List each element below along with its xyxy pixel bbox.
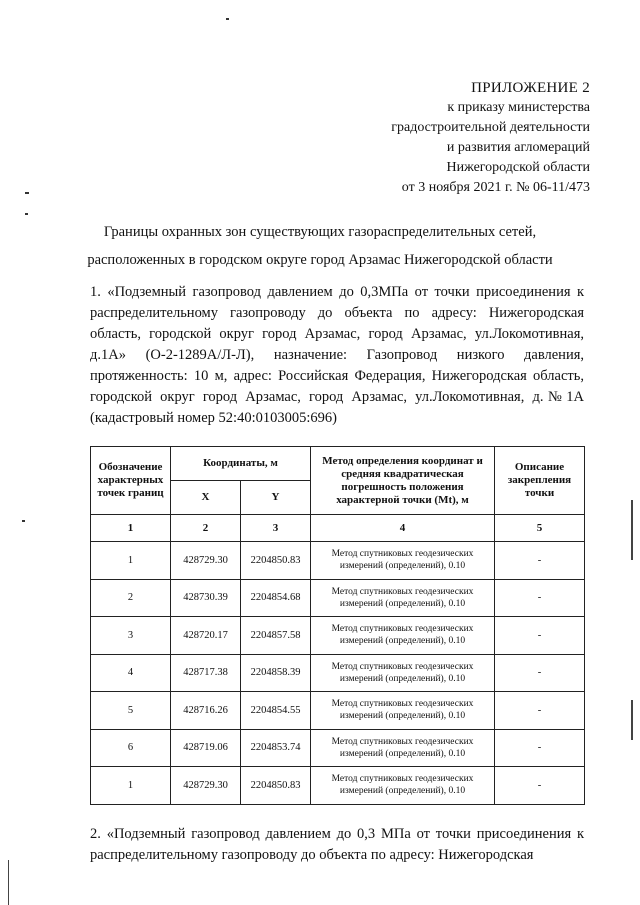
coordinates-table (90, 446, 585, 805)
column-number: 1 (91, 515, 171, 542)
cell-y: 2204854.68 (241, 579, 311, 617)
cell-y: 2204853.74 (241, 729, 311, 767)
cell-method: Метод спутниковых геодезических измерений (определений), 0.10 (311, 654, 495, 692)
column-number: 4 (311, 515, 495, 542)
table-row (91, 729, 585, 767)
table-row (91, 617, 585, 655)
cell-point: 5 (91, 692, 171, 730)
cell-x: 428716.26 (171, 692, 241, 730)
column-number: 5 (495, 515, 585, 542)
cell-point: 3 (91, 617, 171, 655)
cell-y: 2204854.55 (241, 692, 311, 730)
cell-description: - (495, 729, 585, 767)
column-number: 3 (241, 515, 311, 542)
cell-point: 6 (91, 729, 171, 767)
cell-y: 2204850.83 (241, 767, 311, 805)
title-line: расположенных в городском округе город Арзамас Нижегородской области (87, 252, 553, 268)
column-number: 2 (171, 515, 241, 542)
table-row (91, 767, 585, 805)
header-method: Метод определения координат и средняя квадратическая погрешность положения характерной точки (Mt), м (311, 447, 495, 515)
scan-speck (25, 213, 28, 215)
table-row (91, 654, 585, 692)
cell-point: 2 (91, 579, 171, 617)
scan-edge-line (631, 700, 633, 740)
cell-y: 2204858.39 (241, 654, 311, 692)
cell-point: 1 (91, 542, 171, 580)
cell-description: - (495, 692, 585, 730)
header-x: X (171, 481, 241, 515)
table-row (91, 542, 585, 580)
paragraph-1: 1. «Подземный газопровод давлением до 0,3МПа от точки присоединения к распределительному газопроводу до объекта по адресу: Нижегородская область, городской округ город Арзамас, город Арзамас, ул.Локомотивная, д.1А» (О-2-1289А/Л-Л), назначение: Газопровод низкого давления, протяженность: 10 м, адрес: Российская Федерация, Нижегородская область, городской округ город Арзамас, город Арзамас, ул.Локомотивная, д.№1А (кадастровый номер 52:40:0103005:696) (90, 284, 584, 426)
cell-description: - (495, 654, 585, 692)
appendix-block (391, 78, 590, 198)
cell-x: 428729.30 (171, 767, 241, 805)
appendix-line: Нижегородской области (446, 160, 590, 175)
header-point: Обозначение характерных точек границ (91, 447, 171, 515)
appendix-line: и развития агломераций (446, 140, 590, 155)
scan-speck (25, 192, 29, 194)
cell-description: - (495, 542, 585, 580)
header-y: Y (241, 481, 311, 515)
cell-description: - (495, 579, 585, 617)
cell-method: Метод спутниковых геодезических измерений (определений), 0.10 (311, 542, 495, 580)
cell-x: 428720.17 (171, 617, 241, 655)
cell-description: - (495, 767, 585, 805)
cell-method: Метод спутниковых геодезических измерений (определений), 0.10 (311, 579, 495, 617)
appendix-line: градостроительной деятельности (391, 120, 590, 135)
header-description: Описание закрепления точки (495, 447, 585, 515)
cell-x: 428729.30 (171, 542, 241, 580)
table-row (91, 692, 585, 730)
cell-x: 428719.06 (171, 729, 241, 767)
header-coords: Координаты, м (171, 447, 311, 481)
scan-speck (22, 520, 25, 522)
cell-method: Метод спутниковых геодезических измерений (определений), 0.10 (311, 729, 495, 767)
paragraph-2: 2. «Подземный газопровод давлением до 0,3 МПа от точки присоединения к распределительному газопроводу до объекта по адресу: Нижегородская (90, 826, 584, 863)
cell-description: - (495, 617, 585, 655)
scan-speck (226, 18, 229, 20)
cell-y: 2204857.58 (241, 617, 311, 655)
scan-edge-line (631, 500, 633, 560)
cell-point: 4 (91, 654, 171, 692)
appendix-line: к приказу министерства (447, 100, 590, 115)
cell-method: Метод спутниковых геодезических измерений (определений), 0.10 (311, 617, 495, 655)
cell-method: Метод спутниковых геодезических измерений (определений), 0.10 (311, 692, 495, 730)
cell-y: 2204850.83 (241, 542, 311, 580)
title-line: Границы охранных зон существующих газораспределительных сетей, (103, 224, 537, 240)
cell-point: 1 (91, 767, 171, 805)
scan-edge-line (8, 860, 9, 905)
table-row (91, 579, 585, 617)
appendix-heading: ПРИЛОЖЕНИЕ 2 (471, 80, 590, 96)
cell-method: Метод спутниковых геодезических измерений (определений), 0.10 (311, 767, 495, 805)
document-title (0, 218, 640, 274)
cell-x: 428717.38 (171, 654, 241, 692)
cell-x: 428730.39 (171, 579, 241, 617)
appendix-line: от 3 ноября 2021 г. № 06-11/473 (401, 180, 590, 195)
